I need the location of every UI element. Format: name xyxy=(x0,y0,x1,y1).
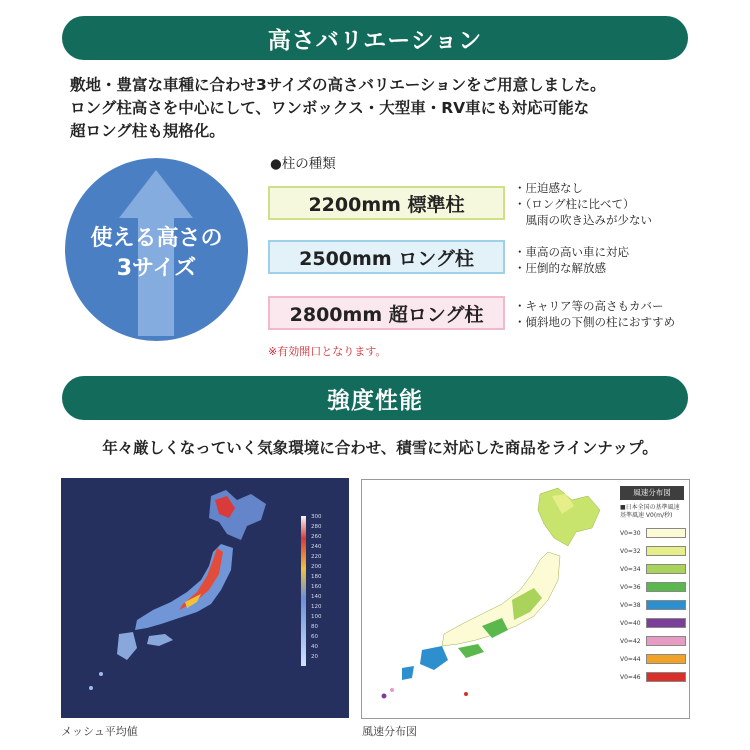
strength-text: 年々厳しくなっていく気象環境に合わせ、積雪に対応した商品をラインナップ。 xyxy=(102,439,658,457)
snow-map-caption: メッシュ平均値 xyxy=(61,725,138,738)
wind-legend-sub-line: 基準風速 V0(m/秒) xyxy=(620,512,673,519)
types-heading: ●柱の種類 xyxy=(270,156,336,172)
snow-scale-label: 100 xyxy=(311,614,322,620)
wind-legend-label: V0=44 xyxy=(620,655,641,663)
snow-scale-label: 60 xyxy=(311,634,318,640)
snow-scale-label: 80 xyxy=(311,624,318,630)
wind-legend-row xyxy=(620,654,686,664)
type-long-pillar: 2500mm ロング柱 xyxy=(268,240,505,274)
type-long-notes xyxy=(514,244,629,276)
section-banner-height xyxy=(62,16,688,60)
type-note: 風雨の吹き込みが少ない xyxy=(514,213,652,227)
wind-legend-row xyxy=(620,600,686,610)
snow-scale-label: 260 xyxy=(311,534,322,540)
wind-distribution-map xyxy=(361,479,690,719)
wind-legend-row xyxy=(620,528,686,538)
type-standard-notes xyxy=(514,180,652,228)
wind-legend-swatch xyxy=(646,582,686,592)
wind-legend-swatch xyxy=(646,672,686,682)
japan-map-image xyxy=(61,478,349,718)
intro-text xyxy=(70,74,710,143)
type-extra-long-pillar: 2800mm 超ロング柱 xyxy=(268,296,505,330)
snow-scale-label: 160 xyxy=(311,584,322,590)
type-note: ・キャリア等の高さもカバー xyxy=(514,299,664,313)
wind-legend-label: V0=32 xyxy=(620,547,641,555)
wind-legend-swatch xyxy=(646,564,686,574)
wind-legend-swatch xyxy=(646,546,686,556)
snow-scale-label: 220 xyxy=(311,554,322,560)
snow-scale-label: 200 xyxy=(311,564,322,570)
snow-scale-label: 40 xyxy=(311,644,318,650)
section-title-height: 高さバリエーション xyxy=(267,27,483,54)
wind-legend-swatch xyxy=(646,618,686,628)
circle-line: 使える高さの xyxy=(90,226,223,251)
wind-legend-label: V0=30 xyxy=(620,529,641,537)
type-note: ・圧倒的な解放感 xyxy=(514,261,606,275)
wind-legend-sub-line: ■日本全国の基準風速 xyxy=(620,504,680,511)
type-note: ・傾斜地の下側の柱におすすめ xyxy=(514,315,676,329)
wind-legend-label: V0=34 xyxy=(620,565,641,573)
wind-legend-label: V0=38 xyxy=(620,601,641,609)
wind-legend-label: V0=46 xyxy=(620,673,641,681)
section-banner-strength xyxy=(62,376,688,420)
wind-legend-label: V0=36 xyxy=(620,583,641,591)
snow-scale-label: 240 xyxy=(311,544,322,550)
wind-legend-label: V0=40 xyxy=(620,619,641,627)
wind-legend-swatch xyxy=(646,654,686,664)
wind-legend-sub xyxy=(620,504,680,520)
wind-legend-label: V0=42 xyxy=(620,637,641,645)
wind-legend-swatch xyxy=(646,600,686,610)
wind-legend-row xyxy=(620,672,686,682)
type-note: ・圧迫感なし xyxy=(514,181,583,195)
intro-line: 超ロング柱も規格化。 xyxy=(70,122,225,140)
snow-scale-label: 120 xyxy=(311,604,322,610)
snow-mesh-map xyxy=(61,478,349,718)
three-sizes-circle xyxy=(65,158,248,341)
snow-scale-label: 300 xyxy=(311,514,322,520)
wind-legend-row xyxy=(620,582,686,592)
snow-scale-label: 280 xyxy=(311,524,322,530)
wind-map-caption: 風速分布図 xyxy=(362,725,417,738)
snow-scale-label: 20 xyxy=(311,654,318,660)
type-extra-long-notes xyxy=(514,298,675,330)
intro-line: 敷地・豊富な車種に合わせ3サイズの高さバリエーションをご用意しました。 xyxy=(70,76,606,94)
effective-opening-note: ※有効開口となります。 xyxy=(268,345,387,358)
wind-legend-row xyxy=(620,546,686,556)
snow-scale-label: 180 xyxy=(311,574,322,580)
intro-line: ロング柱高さを中心にして、ワンボックス・大型車・RV車にも対応可能な xyxy=(70,99,590,117)
wind-legend-swatch xyxy=(646,528,686,538)
wind-legend-row xyxy=(620,564,686,574)
wind-legend-swatch xyxy=(646,636,686,646)
wind-legend-row xyxy=(620,636,686,646)
type-note: ・（ロング柱に比べて） xyxy=(514,197,635,211)
section-title-strength: 強度性能 xyxy=(327,387,423,414)
type-note: ・車高の高い車に対応 xyxy=(514,245,629,259)
snow-scale-label: 140 xyxy=(311,594,322,600)
wind-legend-row xyxy=(620,618,686,628)
type-standard-pillar: 2200mm 標準柱 xyxy=(268,186,505,220)
circle-line: 3サイズ xyxy=(116,256,197,281)
wind-legend-title: 風速分布図 xyxy=(620,486,684,500)
